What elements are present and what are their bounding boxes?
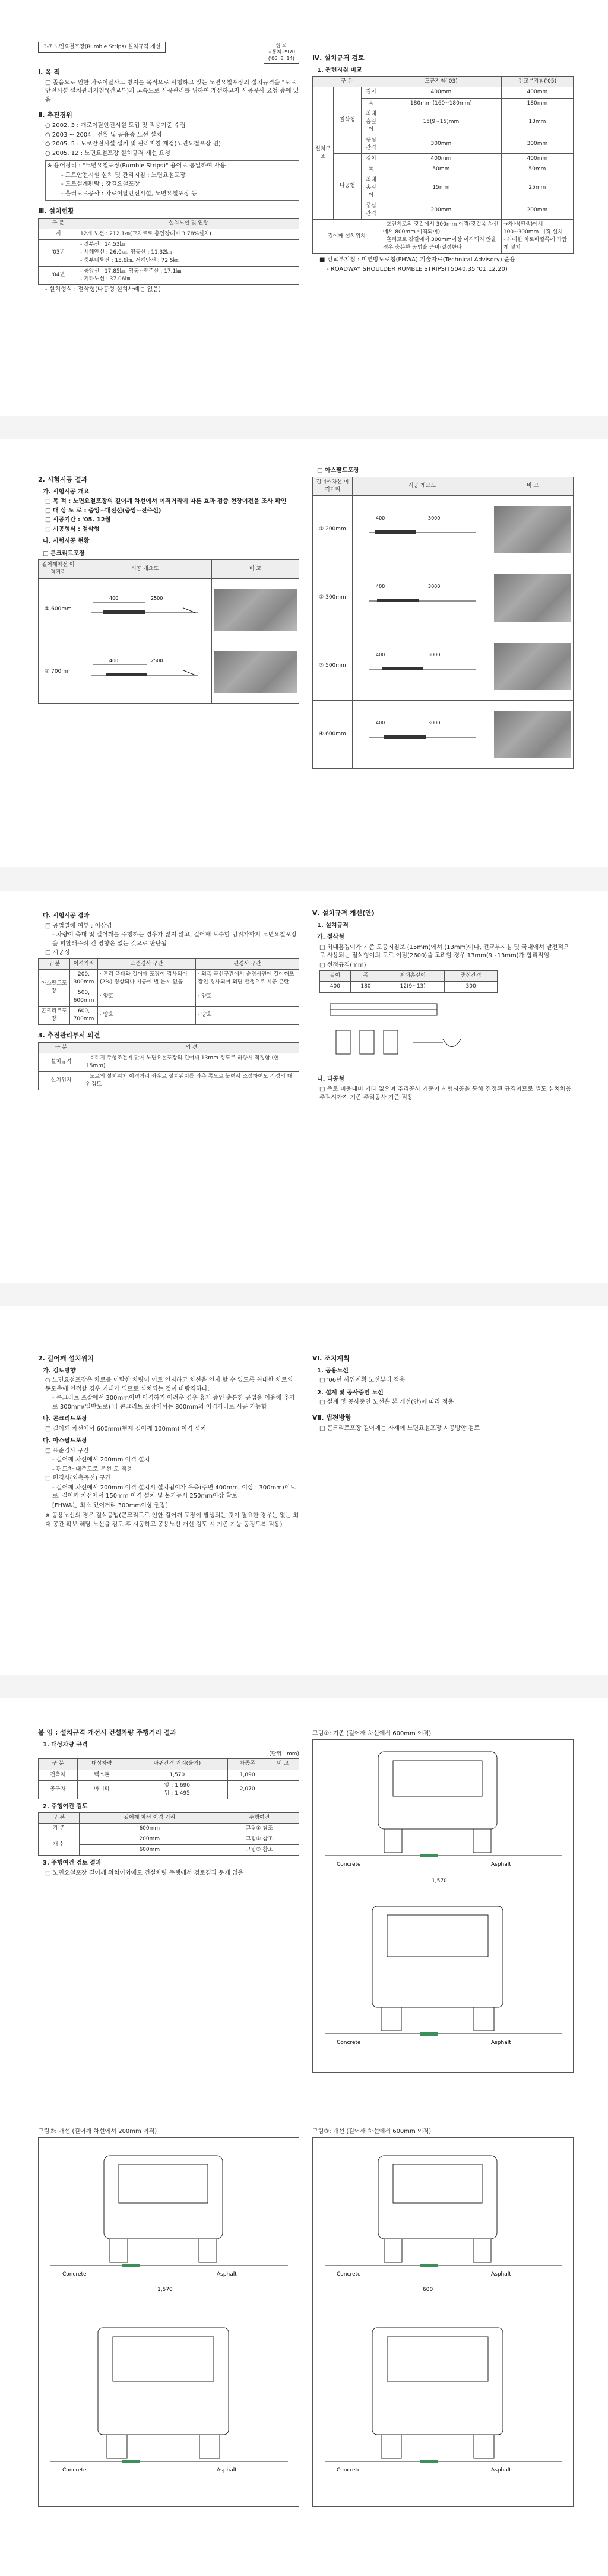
table-header: 시공 개요도 — [78, 560, 212, 578]
dim-label: 400 — [109, 658, 119, 663]
note: ※ 공용노선의 경우 절삭공법(콘크리트로 인한 길어깨 포장이 발생되는 것이 필요한 경우는 없는 최대 공간 확보 해당 노선을 검토 후 시공하고 공용노선 개선 검토 시 기존 기능 공정토록 적용) — [45, 1512, 299, 1528]
table-header: 구 분 — [39, 219, 78, 229]
list-item: ○ 2003 ~ 2004 : 전월 및 공용중 노선 설치 — [45, 131, 162, 138]
table-cell: 중심간격 — [362, 135, 381, 153]
photo-cell — [492, 700, 574, 768]
dim-label: 600 — [423, 2287, 433, 2293]
sub-heading: 2. 설계 및 공사중인 노선 — [317, 1389, 384, 1396]
table-cell: 콘크리트포장 — [39, 1006, 70, 1024]
terminology-note — [45, 160, 299, 201]
page-1 — [0, 0, 608, 416]
table-cell: · 외측 곡선구간에서 순경사면에 길어깨포장인 경사되어 외면 발생으로 시공 곤란 — [196, 969, 299, 988]
paragraph: □ 최대홈깊이가 기존 도공지침보 (15mm)에서 (13mm)이나, 건교부지침 및 국내에서 발전적으로 사용되는 절삭형이의 도로 이점(2600)을 고려할 경우 13mm(9~13mm)가 합리적임 — [319, 944, 569, 960]
table-cell: 200mm — [501, 201, 573, 220]
sub-heading: 가. 검토방향 — [43, 1367, 76, 1374]
table-header: 구 분 — [39, 958, 70, 969]
page3-left-column — [38, 909, 299, 1090]
table-cell: 절삭형 — [334, 87, 362, 153]
table-cell: 폭 — [362, 98, 381, 109]
section-heading: 붙 임 : 설치규격 개선시 건설차량 주행거리 결과 — [38, 1729, 177, 1736]
table-cell: 400mm — [381, 153, 501, 164]
paragraph: □ 콘크리트포장 길어깨는 자재에 노면요철포장 시공방안 검토 — [319, 1425, 480, 1432]
figure-title: 그림②: 개선 (길어깨 차선에서 200mm 이격) — [38, 2128, 157, 2135]
note: - ROADWAY SHOULDER RUMBLE STRIPS(T5040.35 '01.12.20) — [327, 265, 508, 273]
photo-cell — [212, 641, 299, 703]
table-row — [313, 564, 574, 632]
table-header: 바퀴간격 거리(윤거) — [126, 1759, 228, 1770]
section-heading: Ⅶ. 법전방향 — [312, 1413, 352, 1422]
table-row — [313, 495, 574, 564]
list-item: □ 시공성 — [45, 950, 70, 956]
site-photo — [494, 711, 571, 758]
table-cell: 400mm — [381, 87, 501, 98]
table-row — [320, 982, 498, 992]
surface-label: Concrete — [337, 1862, 361, 1868]
table-header: 길어깨차선 이격거리 — [313, 477, 353, 495]
table-cell: 1,890 — [228, 1770, 267, 1780]
table-cell: - 경부선 : 14.53㎞ - 서해안선 : 26.0㎞, 영동선 : 11.32㎞ - 중부내륙선 : 15.6㎞, 서해안선 : 72.5㎞ — [78, 240, 299, 266]
figure-2 — [38, 2126, 299, 2507]
surface-label: Concrete — [337, 2040, 361, 2046]
table-cell: 50mm — [381, 164, 501, 175]
table-cell: 12개 노선 : 212.1㎞(교차로로 총연장대비 3.78%설치) — [78, 229, 299, 240]
table-cell: 400mm — [501, 87, 573, 98]
table-row — [39, 969, 299, 988]
table-cell: 600, 700mm — [70, 1006, 98, 1024]
table-cell: 그림③ 참조 — [220, 1845, 299, 1856]
table-note: - 설치형식 : 절삭형(다공형 설치사례는 없음) — [45, 286, 161, 293]
table-cell: 600mm — [79, 1845, 220, 1856]
table-header: 구 분 — [313, 77, 381, 87]
sub-heading: 1. 관련지침 비교 — [317, 67, 362, 74]
table-cell: ① 600mm — [39, 578, 78, 641]
table-header: 건교부지침('05) — [501, 77, 573, 87]
table-cell: 200mm — [79, 1834, 220, 1845]
section-heading: Ⅲ. 설치현황 — [38, 207, 74, 216]
schematic-cell — [353, 700, 492, 768]
department-opinion-table — [38, 1042, 299, 1090]
figure-3 — [312, 2126, 574, 2507]
rumble-schematic — [363, 578, 482, 614]
list-item: □ 시공기간 : '05. 12월 — [45, 517, 111, 524]
site-photo — [214, 589, 297, 631]
list-item: □ 목 적 : 노면요철포장의 길어깨 차선에서 이격거리에 따른 효과 검증 현장여건을 조사 확인 — [45, 498, 287, 505]
table-cell: 500, 600mm — [70, 988, 98, 1006]
dim-label: 3000 — [428, 584, 441, 590]
dim-label: 2500 — [151, 658, 163, 663]
table-cell: 180mm (160~180mm) — [381, 98, 501, 109]
paragraph: □ 졸음으로 인한 차로이탈사고 방지를 목적으로 시행하고 있는 노면요철포장의 설치규격을 "도로안전시설 설치관리지침"(건교부)과 고속도로 시공관리를 위하여 개선하고자 시공공사 요청 중에 있음 — [45, 79, 299, 103]
page3-right-column — [312, 903, 574, 1103]
sub-heading: 1. 설치규격 — [317, 922, 349, 929]
table-cell: ④ 600mm — [313, 700, 353, 768]
table-cell — [267, 1780, 299, 1799]
sub-heading: □ 콘크리트포장 — [43, 550, 85, 557]
paragraph: - 편도차 내주도로 우선 도 적용 — [52, 1466, 133, 1473]
sub-heading: 나. 시험시공 현황 — [43, 538, 90, 545]
table-row — [39, 958, 299, 969]
surface-label: Asphalt — [491, 2467, 511, 2473]
spec-table — [319, 970, 498, 992]
table-cell: 렉스톤 — [77, 1770, 126, 1780]
list-item: □ 대 상 도 로 : 중앙~대전선(중앙~진주선) — [45, 507, 162, 514]
dim-label: 3000 — [428, 515, 441, 521]
list-item: ※ 용어정리 : "노면요철포장(Rumble Strips)" 용어로 통일하여 사용 — [47, 163, 226, 170]
table-cell: 180mm — [501, 98, 573, 109]
page4-left-column — [38, 1348, 299, 1531]
table-cell: 공구차 — [39, 1780, 78, 1799]
table-row — [313, 77, 574, 87]
table-cell: 15(9~15)mm — [381, 109, 501, 135]
table-cell: →차선(흰색)에서 100~300mm 이격 설치 · 최대한 차로바깥쪽에 가깝게 설치 — [501, 220, 573, 254]
table-header: 대상차량 — [77, 1759, 126, 1770]
paragraph: □ '06년 사업계획 노선부터 적용 — [319, 1377, 405, 1384]
table-cell: 아스팔트포장 — [39, 969, 70, 1006]
table-header: 표준경사 구간 — [98, 958, 196, 969]
table-row — [39, 229, 299, 240]
schematic-cell — [353, 632, 492, 700]
table-cell: 중심간격 — [362, 201, 381, 220]
table-cell: · 흐전치로의 갓길에서 300mm 이격(갓길폭 차선에서 800mm 이격되어) · 흔리고로 갓길에서 300mm이상 이격되지 않을 경우 충분한 공법을 준비·결정한다 — [381, 220, 501, 254]
section-heading: 3. 추진관리부서 의견 — [38, 1031, 100, 1039]
table-cell: 다공형 — [334, 153, 362, 219]
surface-label: Asphalt — [491, 2271, 511, 2277]
page1-right-column — [312, 48, 574, 274]
schematic-cell — [78, 578, 212, 641]
table-cell: 개 선 — [39, 1834, 80, 1856]
table-header: 편경사 구간 — [196, 958, 299, 969]
table-cell: 길이 — [362, 87, 381, 98]
page-5 — [0, 1698, 608, 2576]
table-header: 시공 개요도 — [353, 477, 492, 495]
table-header: 도공지침('03) — [381, 77, 501, 87]
table-row — [39, 1780, 299, 1799]
guideline-comparison-table — [312, 76, 574, 254]
table-cell: ② 300mm — [313, 564, 353, 632]
dim-label: 400 — [376, 720, 385, 726]
vehicle-clearance-drawing — [313, 2138, 573, 2505]
table-header: 이격거리 — [70, 958, 98, 969]
table-cell: 600mm — [79, 1824, 220, 1834]
table-header: 비 고 — [212, 560, 299, 578]
installation-table — [38, 218, 299, 284]
photo-cell — [492, 564, 574, 632]
stamp-line: ('06. 8. 14) — [268, 55, 294, 61]
table-cell: '04년 — [39, 266, 78, 284]
sub-heading: 가. 절삭형 — [317, 934, 344, 941]
table-header: 의 견 — [84, 1042, 299, 1053]
schematic-cell — [353, 564, 492, 632]
dim-label: 3000 — [428, 652, 441, 658]
surface-label: Asphalt — [491, 1862, 511, 1868]
table-row — [39, 1813, 299, 1824]
table-cell: 계 — [39, 229, 78, 240]
dim-label: 1,570 — [157, 2287, 173, 2293]
table-row — [39, 641, 299, 703]
page-4 — [0, 1306, 608, 1675]
list-item: ○ 2005. 5 : 도로안전시설 설치 및 관리지침 제정(노면요철포장 편) — [45, 141, 221, 148]
table-row — [313, 477, 574, 495]
table-row — [313, 220, 574, 254]
table-row — [313, 153, 574, 164]
photo-cell — [212, 578, 299, 641]
table-header: 폭 — [350, 971, 381, 982]
photo-cell — [492, 495, 574, 564]
dim-label: 400 — [376, 652, 385, 658]
table-header: 길어깨차선 이격거리 — [39, 560, 78, 578]
stamp-line: 협 의 — [276, 43, 287, 49]
table-header: 길이 — [320, 971, 351, 982]
sub-heading: 1. 대상차량 규격 — [43, 1741, 88, 1748]
figure-frame — [38, 2137, 299, 2507]
paragraph: □ 주로 비용대비 기타 없으며 추리공사 기준이 시험시공을 통해 진정된 규격이므로 별도 설치처음 추적시까지 기존 추리공사 기준 적용 — [319, 1086, 572, 1102]
table-cell: 200, 300mm — [70, 969, 98, 988]
table-cell: 50mm — [501, 164, 573, 175]
table-cell: 400mm — [501, 153, 573, 164]
table-cell: 마이티 — [77, 1780, 126, 1799]
approval-stamp — [264, 42, 299, 64]
table-row — [39, 578, 299, 641]
table-row — [39, 1824, 299, 1834]
page4-right-column — [312, 1348, 574, 1433]
table-cell: · 도로의 설치위치 이격거리 좌우로 설치위치를 좌측 쪽으로 붙여서 조정하여도 적정의 대안검토 — [84, 1071, 299, 1090]
table-row — [313, 700, 574, 768]
sub-heading: □ 아스팔트포장 — [317, 467, 359, 474]
dim-label: 400 — [109, 596, 119, 601]
paragraph: - 길어깨 차선에서 200mm 이격 설치시 설치됨이가 우측(주면 400mm, 이상 : 300mm)이므로, 길어깨 차선에서 150mm 이격 설치 및 불가능시 250mm이상 확보 — [52, 1484, 296, 1500]
page1-left-column — [38, 42, 299, 295]
section-heading: Ⅱ. 추진경위 — [38, 111, 72, 119]
list-item: □ 공법별해 여부 : 이상영 — [45, 922, 112, 929]
table-cell: 길이 — [362, 153, 381, 164]
table-cell: 13mm — [501, 109, 573, 135]
table-cell: ③ 500mm — [313, 632, 353, 700]
sub-heading: 나. 콘크리트포장 — [43, 1416, 87, 1423]
table-header: 비 고 — [267, 1759, 299, 1770]
table-cell: ① 200mm — [313, 495, 353, 564]
table-cell: - 중앙선 : 17.85㎞, 영동~광주선 : 17.1㎞ - 기타노선 : 37.06㎞ — [78, 266, 299, 284]
vehicle-spec-table — [38, 1758, 299, 1799]
table-cell: 12(9~13) — [381, 982, 445, 992]
surface-label: Concrete — [62, 2467, 87, 2473]
sub-heading: 3. 주행여건 검토 결과 — [43, 1860, 102, 1867]
table-row — [320, 971, 498, 982]
figure-title: 그림③: 개선 (길어깨 차선에서 600mm 이격) — [312, 2128, 432, 2135]
site-photo — [494, 574, 571, 622]
paragraph: □ 선정규격(mm) — [319, 961, 366, 969]
surface-label: Concrete — [337, 2271, 361, 2277]
rumble-schematic — [86, 653, 204, 688]
table-cell: 설치위치 — [39, 1071, 84, 1090]
list-item: - 도로설계편람 : 갓길요철포장 — [61, 181, 140, 188]
rumble-schematic — [363, 715, 482, 751]
table-cell: · 흔리 측대와 길어깨 포장이 겹사되어(2%) 정상되나 시공에 별 문제 없음 — [98, 969, 196, 988]
table-row — [39, 988, 299, 1006]
table-row — [39, 1053, 299, 1071]
paragraph: □ 설계 및 공사중인 노선은 본 개선(안)에 따라 적용 — [319, 1399, 454, 1406]
page2-right-column — [312, 463, 574, 769]
table-cell: 400 — [320, 982, 351, 992]
sub-heading: 1. 공용노선 — [317, 1367, 349, 1374]
section-heading: Ⅴ. 설치규격 개선(안) — [312, 909, 375, 917]
dim-label: 400 — [376, 584, 385, 590]
section-heading: Ⅰ. 목 적 — [38, 68, 61, 76]
table-cell: 300mm — [381, 135, 501, 153]
figure-title: 그림①: 기존 (길어깨 차선에서 600mm 이격) — [312, 1730, 432, 1737]
doc-title: 3-7 노면요철포장(Rumble Strips) 설치규격 개선 — [38, 42, 166, 53]
paragraph: □ 편경사(외측곡선) 구간 — [45, 1475, 111, 1482]
sub-heading: 다. 아스팔트포장 — [43, 1438, 87, 1445]
table-cell: 180 — [350, 982, 381, 992]
surface-label: Concrete — [337, 2467, 361, 2473]
list-item: - 차량이 측대 및 길어깨를 주행하는 경우가 많지 않고, 길어깨 보수할 범위가까지 노면요철포장을 피할래주려 긴 영향은 없는 것으로 판단됨 — [52, 932, 297, 947]
surface-label: Asphalt — [217, 2467, 237, 2473]
section-heading: Ⅳ. 설치규격 검토 — [312, 54, 365, 62]
list-item: □ 시공형식 : 절삭형 — [45, 526, 100, 533]
table-cell: · 양호 — [196, 1006, 299, 1024]
site-photo — [494, 506, 571, 553]
table-header: 길어깨 차선 이격 거리 — [79, 1813, 220, 1824]
table-cell: 200mm — [381, 201, 501, 220]
table-row — [39, 219, 299, 229]
table-cell: 2,070 — [228, 1780, 267, 1799]
table-row — [39, 1042, 299, 1053]
table-cell: 폭 — [362, 164, 381, 175]
table-cell: 1,570 — [126, 1770, 228, 1780]
table-row — [39, 240, 299, 266]
sub-heading: 다. 시험시공 결과 — [43, 913, 90, 919]
surface-label: Asphalt — [217, 2271, 237, 2277]
table-cell: 15mm — [381, 175, 501, 201]
surface-label: Concrete — [62, 2271, 87, 2277]
table-cell: 최대홈깊이 — [362, 109, 381, 135]
vehicle-clearance-drawing — [313, 1740, 573, 2071]
table-cell — [267, 1770, 299, 1780]
table-cell: · 흐리지 주행조건에 맞게 노면요철포장의 길어깨 13mm 정도로 하향시 적정함 (현 15mm) — [84, 1053, 299, 1071]
paragraph: □ 길어깨 차선에서 600mm(현재 길어깨 100mm) 이격 설치 — [45, 1425, 207, 1432]
unit-label: (단위 : mm) — [269, 1751, 299, 1758]
schematic-cell — [353, 495, 492, 564]
surface-label: Asphalt — [491, 2040, 511, 2046]
figure-frame — [312, 1739, 574, 2073]
table-row — [313, 632, 574, 700]
dim-label: 3000 — [428, 720, 441, 726]
table-header: 차종폭 — [228, 1759, 267, 1770]
table-cell: 설치규격 — [39, 1053, 84, 1071]
table-cell: 최대홈깊이 — [362, 175, 381, 201]
table-header: 주행여건 — [220, 1813, 299, 1824]
table-cell: 300 — [445, 982, 498, 992]
section-heading: Ⅵ. 조치계획 — [312, 1355, 350, 1362]
table-cell: 설치구조 — [313, 87, 334, 220]
paragraph: - 콘크리트 포장에서 300mm이면 이격하기 어려운 경우 휴지 중인 충분한 공법을 이용해 추가로 300mm(일반도로) 나 콘크리트 포장에서는 800mm의 이격거리로 시공 가능함 — [52, 1395, 295, 1410]
site-photo — [494, 643, 571, 690]
dim-label: 400 — [376, 515, 385, 521]
sub-heading: 가. 시험시공 개요 — [43, 488, 90, 495]
table-header: 구 분 — [39, 1759, 78, 1770]
rumble-schematic — [363, 510, 482, 546]
list-item: - 흘러도로공사 : 차로이탈안전시설, 노면요철포장 등 — [61, 190, 197, 197]
rumble-schematic — [86, 590, 204, 626]
paragraph: ○ 노면요철포장은 차로를 이탈한 차량이 이로 인지하고 차선을 인지 할 수 있도록 최대한 차로의 동도측에 인접할 경우 기대가 되므로 설치되는 것이 바람직하나, — [45, 1377, 293, 1393]
section-heading: 2. 시험시공 결과 — [38, 476, 88, 483]
figure-frame — [312, 2137, 574, 2507]
table-header: 설치노선 및 연장 — [78, 219, 299, 229]
page5-left-column — [38, 1722, 299, 1878]
table-cell: · 양호 — [98, 988, 196, 1006]
table-row — [39, 1071, 299, 1090]
table-cell: ② 700mm — [39, 641, 78, 703]
table-cell: 건축차 — [39, 1770, 78, 1780]
section-heading: 2. 길어깨 설치위치 — [38, 1355, 94, 1362]
table-header: 구 분 — [39, 1042, 84, 1053]
concrete-test-table — [38, 559, 299, 703]
photo-cell — [492, 632, 574, 700]
sub-heading: 2. 주행여건 검토 — [43, 1803, 88, 1810]
sub-heading: 나. 다공형 — [317, 1076, 344, 1083]
table-cell: · 양호 — [196, 988, 299, 1006]
list-item: ○ 2005. 12 : 노면요철포장 설치규격 개선 요청 — [45, 150, 170, 157]
site-photo — [214, 651, 297, 693]
page-2 — [0, 439, 608, 867]
driving-condition-table — [38, 1812, 299, 1856]
rumble-detail-drawing — [324, 998, 502, 1069]
table-header: 최대홈깊이 — [381, 971, 445, 982]
list-item: ○ 2002. 3 : 개로이탈안전시설 도입 및 적용기준 수립 — [45, 122, 186, 129]
schematic-cell — [78, 641, 212, 703]
stamp-line: 교통처-2970 — [267, 49, 295, 55]
list-item: - 도로안전시설 설치 및 관리지침 : 노면요철포장 — [61, 172, 186, 179]
paragraph: [FHWA는 최소 있어거리 300mm이상 권장] — [52, 1502, 168, 1509]
constructability-table — [38, 958, 299, 1025]
table-header: 중심간격 — [445, 971, 498, 982]
table-header: 구 분 — [39, 1813, 80, 1824]
note: ■ 건교부지침 : 미연방도로청(FHWA) 기술자료(Technical Advisory) 준용 — [319, 257, 516, 264]
page2-left-column — [38, 469, 299, 704]
table-row — [39, 1834, 299, 1845]
page-3 — [0, 891, 608, 1283]
table-header: 비 고 — [492, 477, 574, 495]
table-row — [39, 560, 299, 578]
table-cell: 기 존 — [39, 1824, 80, 1834]
table-row — [39, 266, 299, 284]
rumble-schematic — [363, 647, 482, 682]
table-row — [313, 87, 574, 98]
figure-1 — [312, 1728, 574, 2073]
paragraph: - 길어깨 차선에서 200mm 이격 설치 — [52, 1457, 150, 1464]
table-cell: 길어깨 설치위치 — [313, 220, 381, 254]
table-row — [39, 1006, 299, 1024]
dim-label: 2500 — [151, 596, 163, 601]
vehicle-clearance-drawing — [39, 2138, 299, 2505]
table-cell: 그림① 참조 — [220, 1824, 299, 1834]
dim-label: 1,570 — [432, 1878, 447, 1884]
table-cell: 300mm — [501, 135, 573, 153]
paragraph: □ 노면요철포장 길어깨 위치이외에도 건설차량 주행에서 검토결과 문제 없음 — [45, 1869, 244, 1876]
table-row — [39, 1759, 299, 1770]
table-cell: 그림② 참조 — [220, 1834, 299, 1845]
table-row — [39, 1770, 299, 1780]
table-cell: · 양호 — [98, 1006, 196, 1024]
asphalt-test-table — [312, 477, 574, 769]
table-cell: '03년 — [39, 240, 78, 266]
paragraph: □ 표준경사 구간 — [45, 1447, 89, 1454]
table-cell: 앞 : 1,690 뒤 : 1,495 — [126, 1780, 228, 1799]
table-cell: 25mm — [501, 175, 573, 201]
